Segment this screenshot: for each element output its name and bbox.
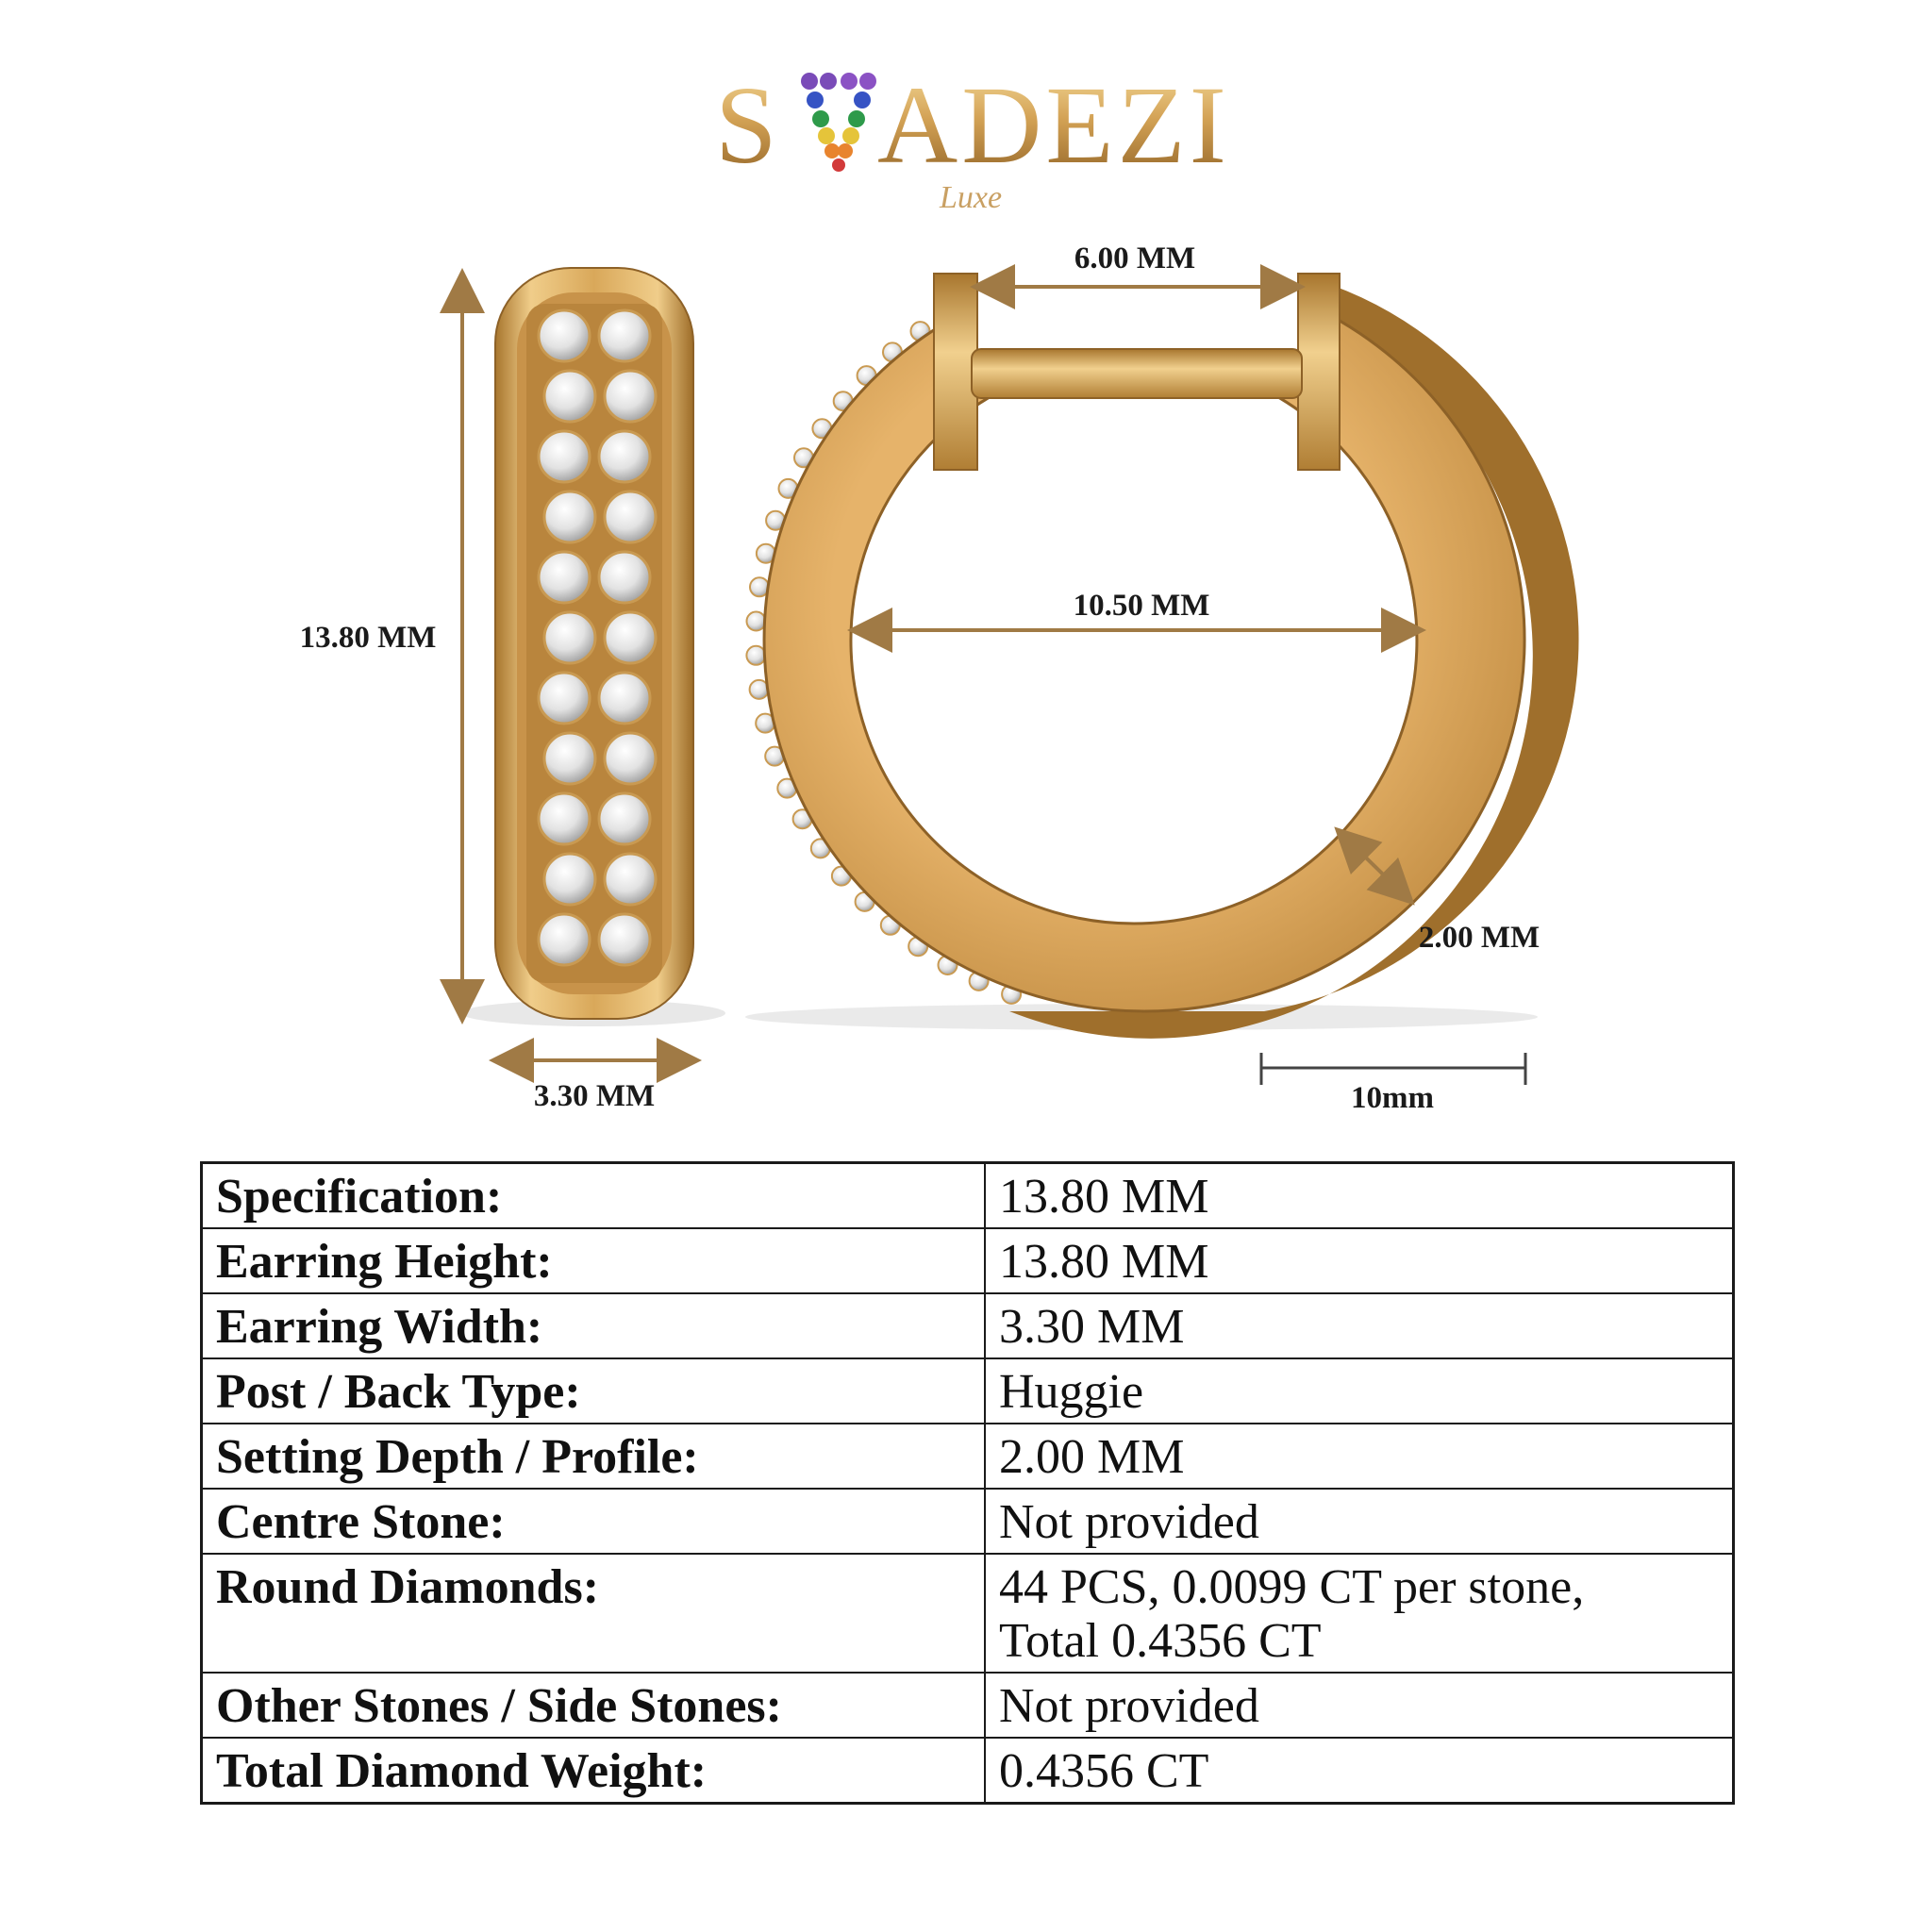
table-row: [202, 1673, 1734, 1738]
diamond-stone: [599, 310, 650, 361]
spec-value: 3.30 MM: [985, 1293, 1734, 1358]
diamond-stone: [599, 552, 650, 603]
brand-name-rest: ADEZI: [877, 63, 1230, 187]
spec-value-line-2: Total 0.4356 CT: [999, 1614, 1322, 1668]
spec-value: Huggie: [985, 1358, 1734, 1424]
opening-label: 6.00 MM: [1074, 242, 1196, 275]
diamond-stone: [605, 491, 656, 542]
table-row: [202, 1293, 1734, 1358]
diamond-stone: [539, 793, 590, 844]
spec-label: Round Diamonds:: [202, 1554, 986, 1673]
diamond-stone: [605, 612, 656, 663]
earring-side-view: [461, 268, 725, 1026]
spec-label: Earring Width:: [202, 1293, 986, 1358]
spec-value-line-1: 44 PCS, 0.0099 CT per stone,: [999, 1560, 1585, 1614]
height-label: 13.80 MM: [299, 621, 437, 655]
table-row: [202, 1424, 1734, 1489]
diamond-stone: [605, 854, 656, 905]
diamond-stone: [599, 673, 650, 724]
diamond-stone: [544, 733, 595, 784]
spec-label: Specification:: [202, 1163, 986, 1229]
diamond-stone: [544, 371, 595, 422]
spec-value: 13.80 MM: [985, 1228, 1734, 1293]
spec-label: Total Diamond Weight:: [202, 1738, 986, 1804]
diamond-stone: [544, 612, 595, 663]
diamond-stone: [599, 793, 650, 844]
diamond-stone: [605, 733, 656, 784]
diamond-stone: [605, 371, 656, 422]
spec-label: Setting Depth / Profile:: [202, 1424, 986, 1489]
diamond-stone: [539, 673, 590, 724]
diamond-stone: [746, 646, 765, 665]
spec-table: [200, 1161, 1735, 1805]
spec-label: Other Stones / Side Stones:: [202, 1673, 986, 1738]
spec-value: Not provided: [985, 1489, 1734, 1554]
profile-label: 2.00 MM: [1418, 921, 1541, 955]
diamond-stone: [544, 854, 595, 905]
diamond-stone: [539, 914, 590, 965]
brand-subline: Luxe: [940, 180, 1003, 215]
spec-value: 2.00 MM: [985, 1424, 1734, 1489]
diamond-stone: [599, 914, 650, 965]
table-row: [202, 1358, 1734, 1424]
table-row: [202, 1738, 1734, 1804]
scale-bar-label: 10mm: [1351, 1081, 1434, 1115]
spec-value: Not provided: [985, 1673, 1734, 1738]
table-row: [202, 1489, 1734, 1554]
diamond-stone: [539, 310, 590, 361]
scale-bar: [1261, 1053, 1525, 1085]
table-row: [202, 1228, 1734, 1293]
spec-value: 0.4356 CT: [985, 1738, 1734, 1804]
brand-letter-s: S: [715, 63, 781, 187]
inner-diameter-label: 10.50 MM: [1073, 589, 1210, 623]
diamond-stone: [599, 431, 650, 482]
width-label: 3.30 MM: [533, 1079, 656, 1113]
table-row: [202, 1163, 1734, 1229]
table-row: [202, 1554, 1734, 1673]
diamond-stone: [544, 491, 595, 542]
diamond-stone: [539, 552, 590, 603]
spec-value: [985, 1554, 1734, 1673]
spec-value: 13.80 MM: [985, 1163, 1734, 1229]
diamond-stone: [747, 612, 766, 631]
spec-label: Post / Back Type:: [202, 1358, 986, 1424]
spec-label: Earring Height:: [202, 1228, 986, 1293]
spec-label: Centre Stone:: [202, 1489, 986, 1554]
diamond-stone: [539, 431, 590, 482]
brand-logo: [715, 63, 1230, 215]
gem-v-icon: [801, 73, 876, 172]
